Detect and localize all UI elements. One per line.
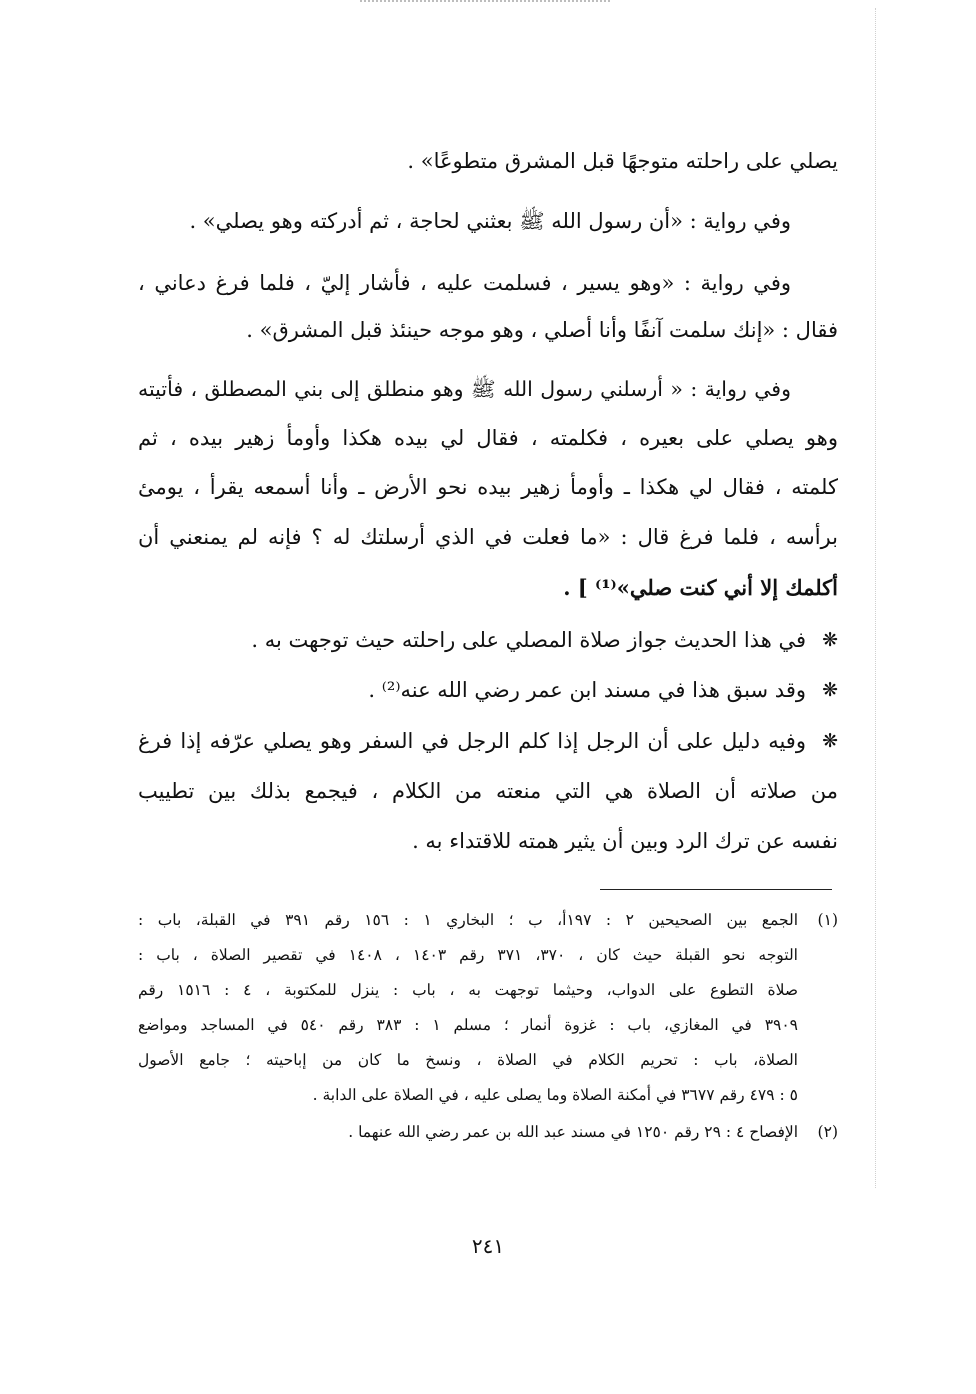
note-line: في هذا الحديث جواز صلاة المصلي على راحلته حيث توجهت به . [251,628,806,652]
paragraph-line: كلمته ، فقال لي هكذا ـ وأومأ زهير بيده نحو الأرض ـ وأنا أسمعه يقرأ ، يومئ [138,475,838,499]
footnote-line: التوجه نحو القبلة حيث كان ، ٣٧٠، ٣٧١ رقم ١٤٠٣ ، ١٤٠٨ في تقصير الصلاة ، باب : [138,946,798,964]
footnote-divider [600,889,832,890]
paragraph-line: وفي رواية : «أن رسول الله ﷺ بعثني لحاجة ، ثم أدركته وهو يصلي» . [189,209,791,233]
footnote-line: الإفصاح ٤ : ٢٩ رقم ١٢٥٠ في مسند عبد الله بن عمر رضي الله عنهما . [348,1123,798,1141]
note-line: نفسه عن ترك الرد وبين أن يثير همته للاقتداء به . [412,829,838,853]
note-line: من صلاته أن الصلاة هي التي منعته من الكلام ، فيجمع بذلك بين تطييب [138,779,838,803]
paragraph-line: وهو يصلي على بعيره ، فكلمته ، فقال لي بيده هكذا وأومأ زهير بيده ، ثم [138,426,838,450]
footnote-line: ٣٩٠٩ في المغازي، باب : غزوة أنمار ؛ مسلم ١ : ٣٨٣ رقم ٥٤٠ في المساجد ومواضع [138,1016,798,1034]
note-marker: ❋ [822,629,838,651]
note-marker: ❋ [822,679,838,701]
binding-edge-artifact [875,8,876,1188]
footnote-number: (١) [817,911,838,929]
paragraph-line: وفي رواية : « أرسلني رسول الله ﷺ وهو منطلق إلى بني المصطلق ، فأتيته [138,377,791,401]
note-line: وقد سبق هذا في مسند ابن عمر رضي الله عنه⁽²⁾ . [368,678,806,702]
footnote-line: صلاة التطوع على الدواب، وحيثما توجهت به ، باب : ينزل للمكتوبة ، ٤ : ١٥١٦ رقم [138,981,799,999]
footnote-line: ٥ : ٤٧٩ رقم ٣٦٧٧ في أمكنة الصلاة وما يصلى عليه ، في الصلاة على الدابة . [312,1086,798,1104]
paragraph-line: برأسه ، فلما فرغ قال : «ما فعلت في الذي أرسلتك له ؟ فإنه لم يمنعني أن [138,525,838,549]
footnote-line: الجمع بين الصحيحين ٢ : ١٩٧أ، ب ؛ البخاري ١ : ١٥٦ رقم ٣٩١ في القبلة، باب : [138,911,799,929]
paragraph-line: وفي رواية : «وهو يسير ، فسلمت عليه ، فأشار إليّ ، فلما فرغ دعاني ، [138,271,791,295]
top-edge-artifact [360,0,610,2]
footnote-number: (٢) [817,1123,838,1141]
footnote-line: الصلاة، باب : تحريم الكلام في الصلاة ، ونسخ ما كان من إباحيته ؛ جامع الأصول [138,1051,798,1069]
paragraph-line: فقال : «إنك سلمت آنفًا وأنا أصلي ، وهو موجه حينئذ قبل المشرق» . [246,318,838,342]
paragraph-line: أكلمك إلا أني كنت صلي»⁽¹⁾ ] . [563,575,838,600]
page-number: ٢٤١ [471,1234,505,1258]
paragraph-line: يصلي على راحلته متوجهًا قبل المشرق متطوعًا» . [407,149,838,173]
note-line: وفيه دليل على أن الرجل إذا كلم الرجل في السفر وهو يصلي عرّفه إذا فرغ [138,729,806,753]
note-marker: ❋ [822,730,838,752]
